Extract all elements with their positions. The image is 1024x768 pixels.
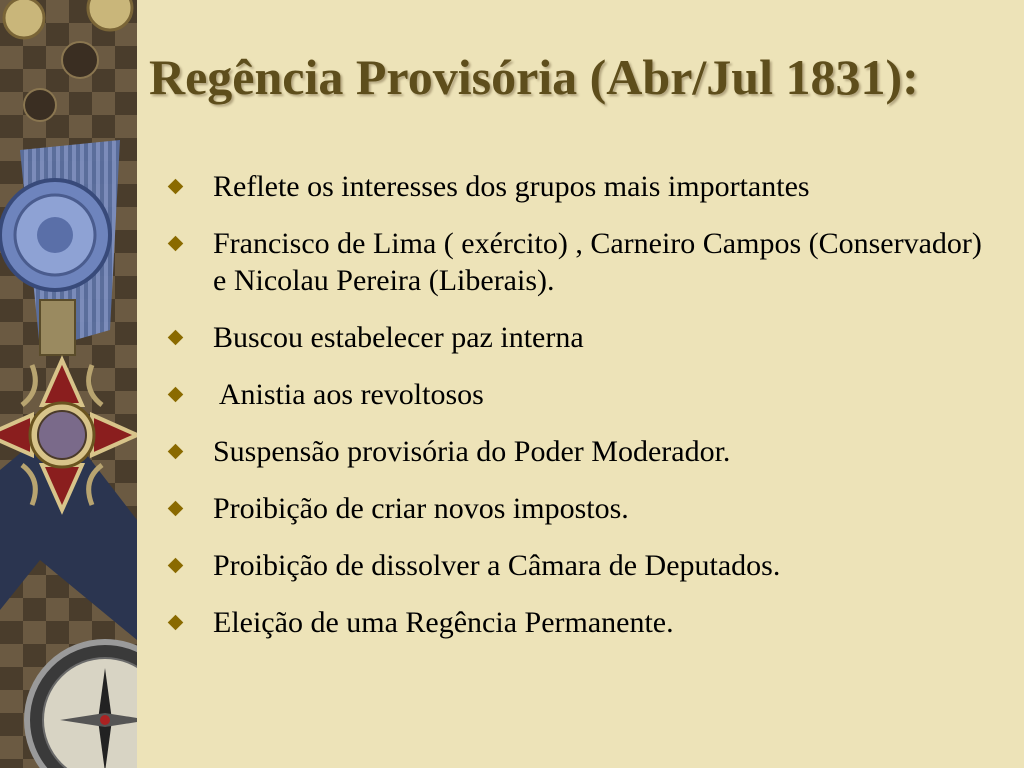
bullet-item <box>170 547 993 584</box>
diamond-bullet-icon <box>168 236 184 252</box>
diamond-bullet-icon <box>168 330 184 346</box>
bullet-item <box>170 168 993 205</box>
bullet-text: Proibição de dissolver a Câmara de Deputados. <box>213 549 781 582</box>
slide-title: Regência Provisória (Abr/Jul 1831): <box>149 49 919 105</box>
diamond-bullet-icon <box>168 501 184 517</box>
bullet-text: Buscou estabelecer paz interna <box>213 321 584 354</box>
bullet-text: Suspensão provisória do Poder Moderador. <box>213 435 731 468</box>
bullet-item <box>170 225 993 299</box>
bullet-item <box>170 376 993 413</box>
bullet-item <box>170 490 993 527</box>
bullet-text: Anistia aos revoltosos <box>213 378 484 411</box>
bullet-text: Francisco de Lima ( exército) , Carneiro Campos (Conservador) e Nicolau Pereira (Liberais). <box>213 227 982 297</box>
decorative-left-panel <box>0 0 137 768</box>
bullet-text: Proibição de criar novos impostos. <box>213 492 629 525</box>
diamond-bullet-icon <box>168 444 184 460</box>
bullet-text: Reflete os interesses dos grupos mais importantes <box>213 170 810 203</box>
bullet-list <box>170 168 993 661</box>
diamond-bullet-icon <box>168 179 184 195</box>
bullet-item <box>170 433 993 470</box>
bullet-item <box>170 604 993 641</box>
diamond-bullet-icon <box>168 615 184 631</box>
diamond-bullet-icon <box>168 558 184 574</box>
bullet-text: Eleição de uma Regência Permanente. <box>213 606 674 639</box>
slide-content <box>137 0 1024 768</box>
bullet-item <box>170 319 993 356</box>
diamond-bullet-icon <box>168 387 184 403</box>
